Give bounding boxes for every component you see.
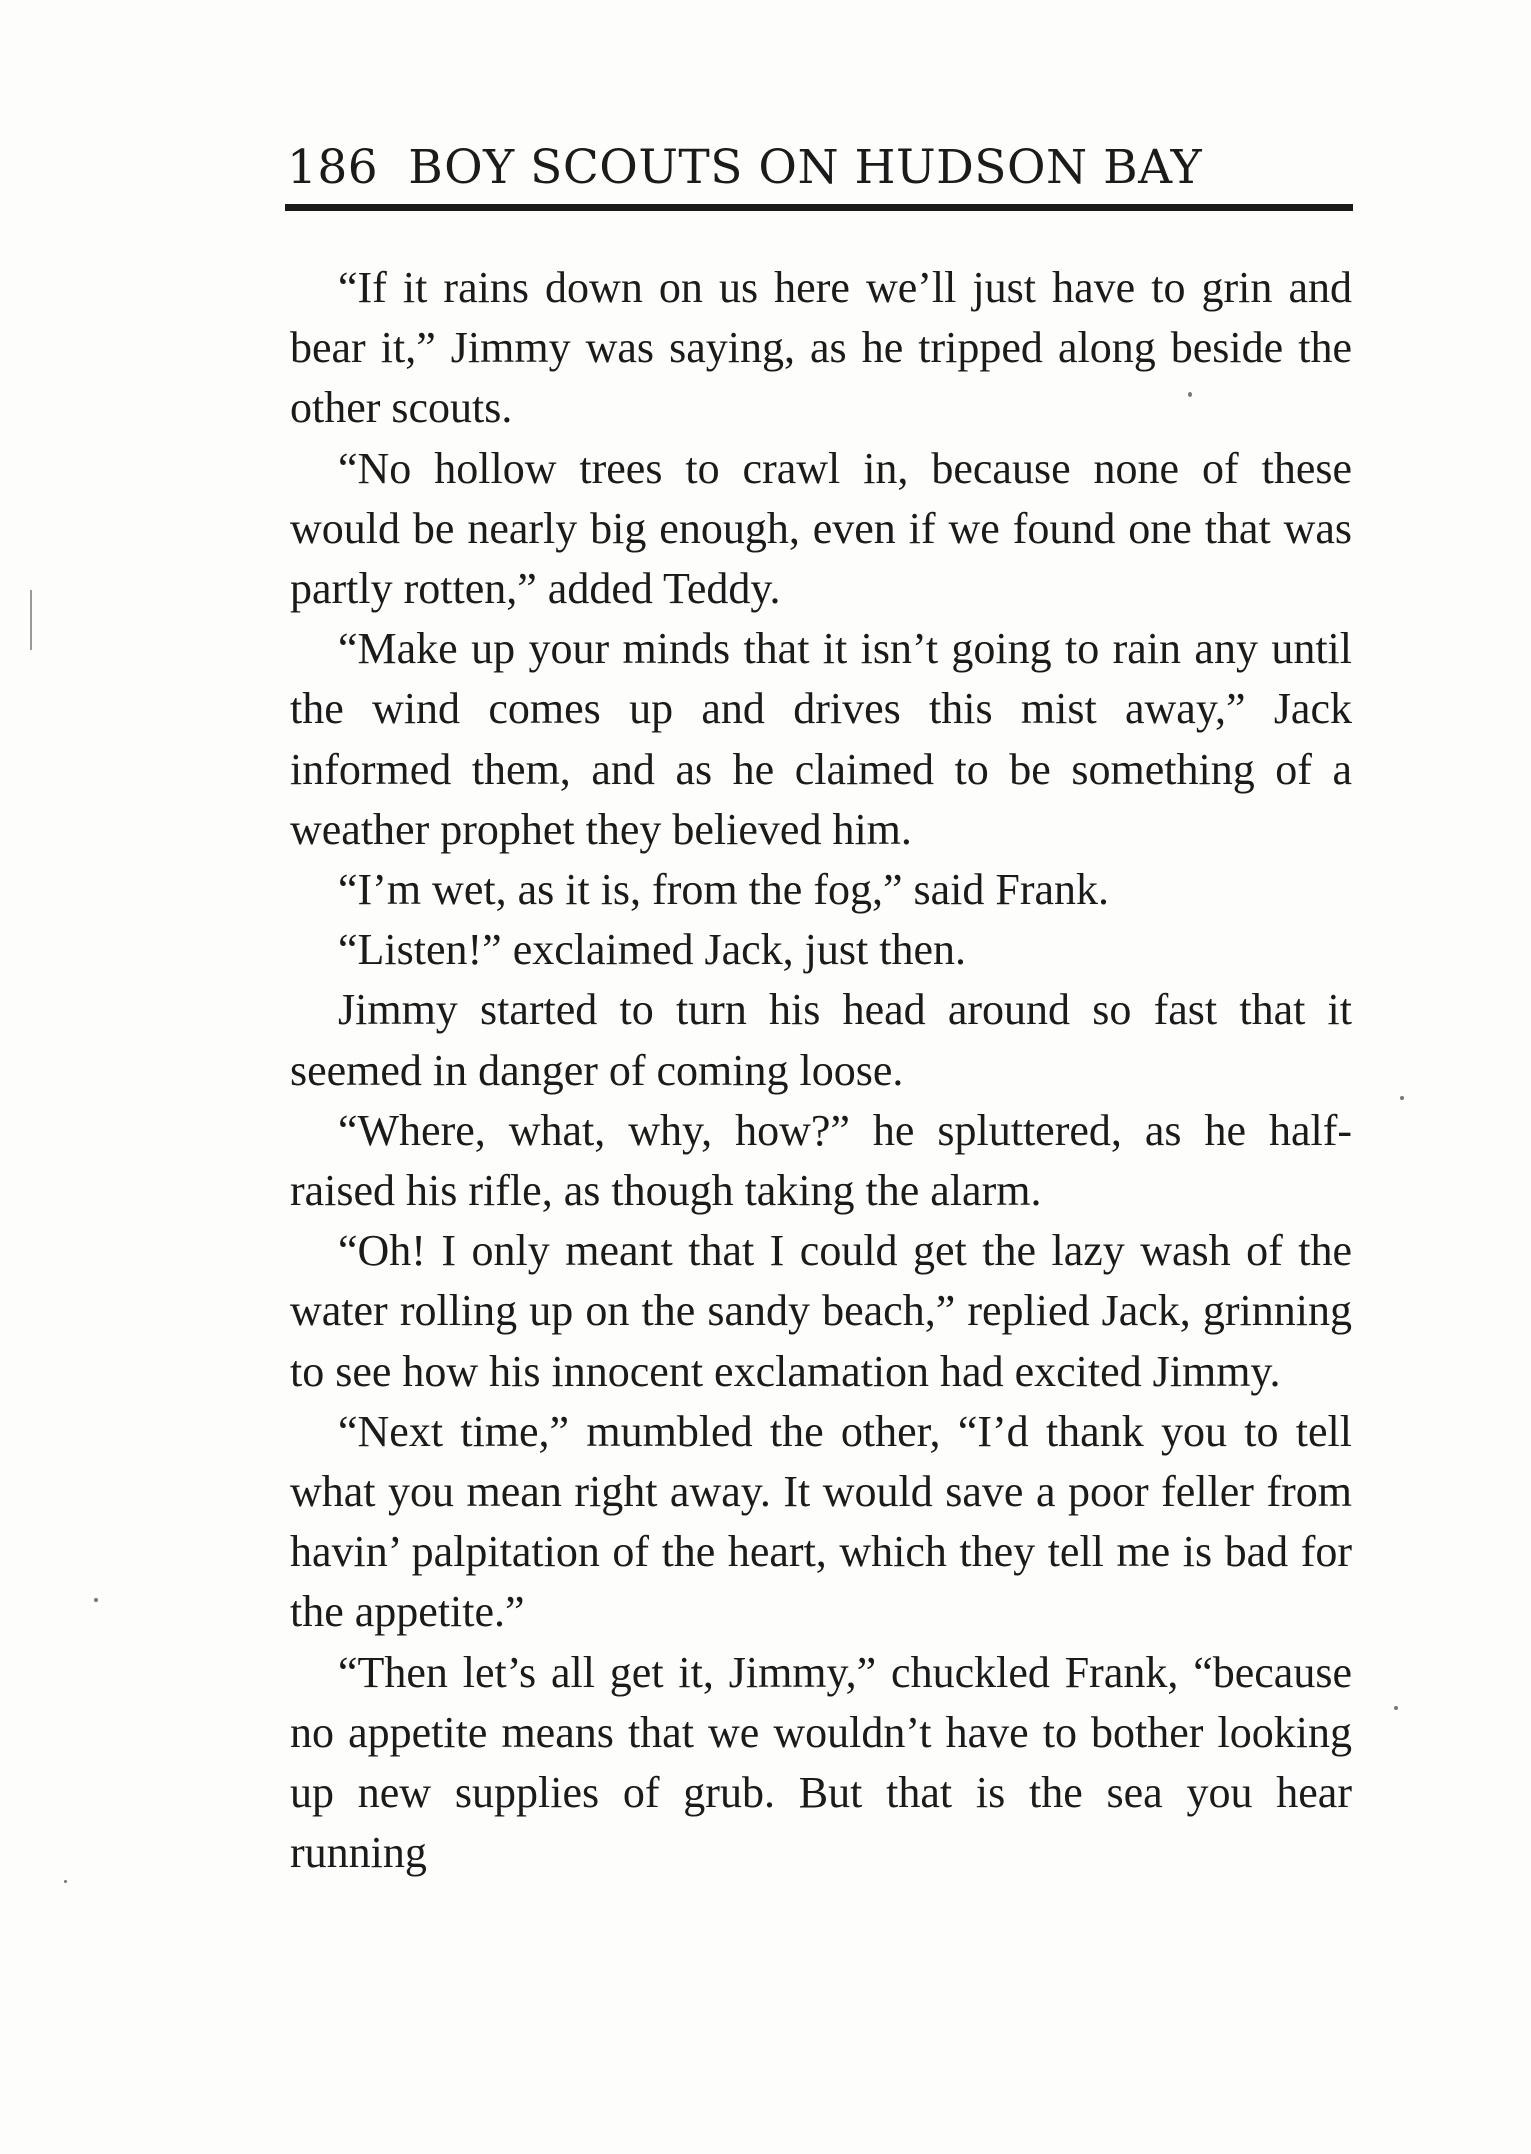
scan-speck xyxy=(94,1598,98,1602)
paragraph: “Next time,” mumbled the other, “I’d thank you to tell what you mean right away. It would save a poor feller from havin’ palpitation of the heart, which they tell me is bad for the appetite.” xyxy=(290,1406,1352,1637)
scan-speck xyxy=(64,1880,67,1883)
page-number: 186 xyxy=(287,140,379,195)
running-title: BOY SCOUTS ON HUDSON BAY xyxy=(408,140,1203,195)
paragraph: “Listen!” exclaimed Jack, just then. xyxy=(338,925,966,975)
scan-speck xyxy=(1400,1096,1404,1100)
paragraph: “No hollow trees to crawl in, because none of these would be nearly big enough, even if we found one that was partly rotten,” added Teddy. xyxy=(290,443,1352,614)
header-rule xyxy=(285,204,1353,211)
scan-speck xyxy=(1188,392,1192,397)
scan-margin-mark xyxy=(30,590,32,650)
paragraph: “Make up your minds that it isn’t going to rain any until the wind comes up and drives this mist away,” Jack informed them, and as he claimed to be something of a weather prophet they believed him. xyxy=(290,624,1352,854)
body-text xyxy=(290,258,1352,1883)
paragraph: “I’m wet, as it is, from the fog,” said Frank. xyxy=(338,865,1110,915)
paragraph: “Where, what, why, how?” he spluttered, as he half-raised his rifle, as though taking the alarm. xyxy=(290,1105,1352,1216)
paragraph: “Then let’s all get it, Jimmy,” chuckled Frank, “because no appetite means that we wouldn’t have to bother looking up new supplies of grub. But that is the sea you hear running xyxy=(290,1647,1352,1878)
paragraph: “If it rains down on us here we’ll just have to grin and bear it,” Jimmy was saying, as he tripped along beside the other scouts. xyxy=(290,263,1352,433)
scan-speck xyxy=(1394,1706,1398,1710)
page-header xyxy=(287,138,1352,198)
paragraph: Jimmy started to turn his head around so fast that it seemed in danger of coming loose. xyxy=(290,985,1352,1095)
paragraph: “Oh! I only meant that I could get the lazy wash of the water rolling up on the sandy beach,” replied Jack, grinning to see how his innocent exclamation had excited Jimmy. xyxy=(290,1226,1352,1396)
